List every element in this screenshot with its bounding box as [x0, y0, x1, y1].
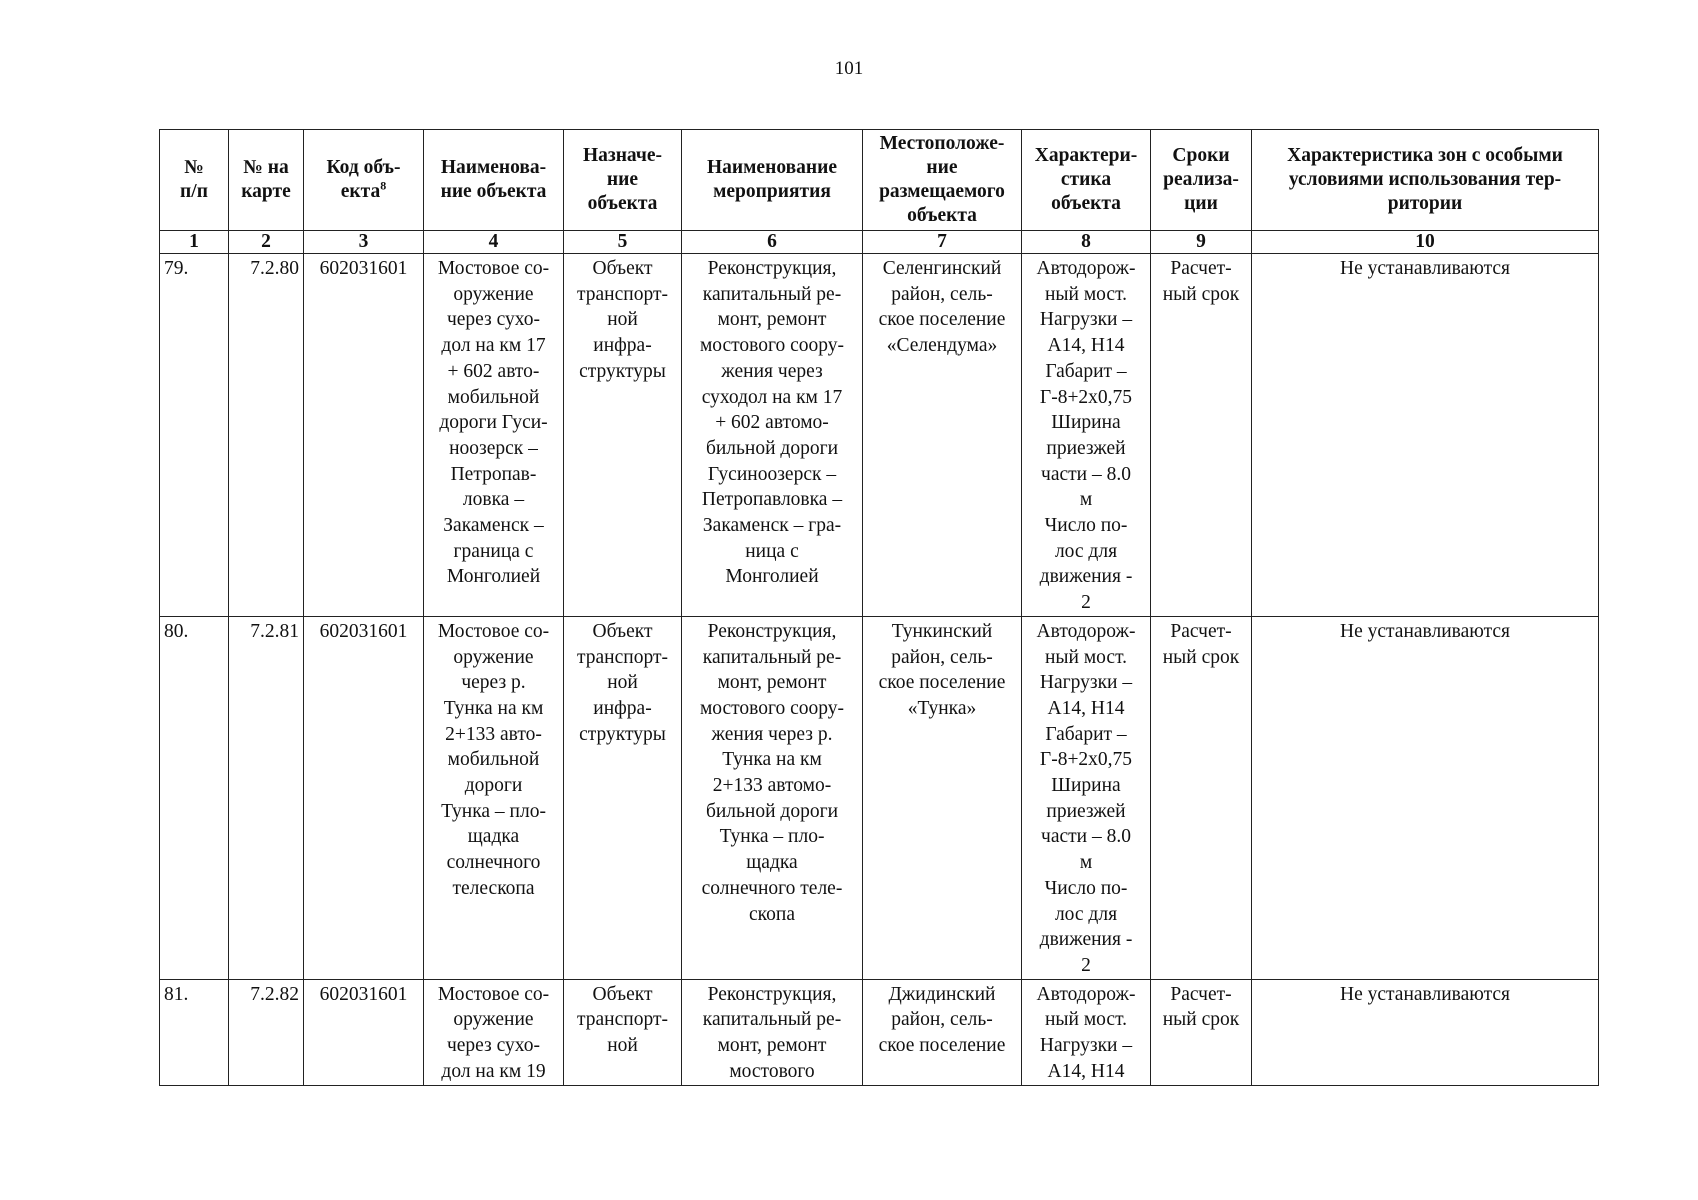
cell-row-number: 79.	[160, 254, 229, 617]
cell-zones: Не устанавливаются	[1252, 616, 1599, 979]
cell-characteristics: Автодорож- ный мост. Нагрузки – А14, Н14	[1022, 979, 1151, 1085]
header-measure-name: Наименование мероприятия	[682, 130, 863, 231]
column-number: 7	[863, 231, 1022, 254]
column-number: 9	[1151, 231, 1252, 254]
column-number: 3	[304, 231, 424, 254]
cell-map-number: 7.2.81	[229, 616, 304, 979]
cell-terms: Расчет- ный срок	[1151, 616, 1252, 979]
cell-object-code: 602031601	[304, 616, 424, 979]
header-object-name: Наименова- ние объекта	[424, 130, 564, 231]
cell-zones: Не устанавливаются	[1252, 979, 1599, 1085]
header-object-code-label: Код объ- екта	[326, 157, 401, 202]
table-row	[160, 616, 1599, 979]
cell-terms: Расчет- ный срок	[1151, 979, 1252, 1085]
cell-object-purpose: Объект транспорт- ной инфра- структуры	[564, 616, 682, 979]
header-object-code	[304, 130, 424, 231]
cell-measure-name: Реконструкция, капитальный ре- монт, ремонт мостового соору- жения через суходол на км 17 + 602 автомо- бильной дороги Гусиноозерск – Петропавловка – Закаменск – гра- ница с Монголией	[682, 254, 863, 617]
header-row	[160, 130, 1599, 231]
cell-object-name: Мостовое со- оружение через р. Тунка на км 2+133 авто- мобильной дороги Тунка – пло- щадка солнечного телескопа	[424, 616, 564, 979]
cell-location: Джидинский район, сель- ское поселение	[863, 979, 1022, 1085]
cell-object-purpose: Объект транспорт- ной	[564, 979, 682, 1085]
header-location: Местоположе- ние размещаемого объекта	[863, 130, 1022, 231]
cell-measure-name: Реконструкция, капитальный ре- монт, ремонт мостового	[682, 979, 863, 1085]
cell-row-number: 81.	[160, 979, 229, 1085]
header-characteristics: Характери- стика объекта	[1022, 130, 1151, 231]
column-number: 6	[682, 231, 863, 254]
cell-object-name: Мостовое со- оружение через сухо- дол на км 17 + 602 авто- мобильной дороги Гуси- ноозерск – Петропав- ловка – Закаменск – граница с Монголией	[424, 254, 564, 617]
cell-zones: Не устанавливаются	[1252, 254, 1599, 617]
column-number: 8	[1022, 231, 1151, 254]
column-number: 5	[564, 231, 682, 254]
table-row	[160, 979, 1599, 1085]
cell-object-code: 602031601	[304, 254, 424, 617]
column-number: 10	[1252, 231, 1599, 254]
header-zones: Характеристика зон с особыми условиями использования тер- ритории	[1252, 130, 1599, 231]
cell-object-name: Мостовое со- оружение через сухо- дол на км 19	[424, 979, 564, 1085]
column-number: 1	[160, 231, 229, 254]
cell-object-code: 602031601	[304, 979, 424, 1085]
header-footnote-mark: 8	[380, 178, 387, 193]
header-row-number: № п/п	[160, 130, 229, 231]
header-object-purpose: Назначе- ние объекта	[564, 130, 682, 231]
cell-measure-name: Реконструкция, капитальный ре- монт, ремонт мостового соору- жения через р. Тунка на км 2+133 автомо- бильной дороги Тунка – пло- щадка солнечного теле- скопа	[682, 616, 863, 979]
cell-object-purpose: Объект транспорт- ной инфра- структуры	[564, 254, 682, 617]
cell-row-number: 80.	[160, 616, 229, 979]
cell-map-number: 7.2.82	[229, 979, 304, 1085]
cell-location: Тункинский район, сель- ское поселение «Тунка»	[863, 616, 1022, 979]
cell-terms: Расчет- ный срок	[1151, 254, 1252, 617]
table-row	[160, 254, 1599, 617]
cell-characteristics: Автодорож- ный мост. Нагрузки – А14, Н14 Габарит – Г-8+2х0,75 Ширина приезжей части – 8.0 м Число по- лос для движения - 2	[1022, 616, 1151, 979]
objects-table	[159, 129, 1599, 1086]
column-number-row	[160, 231, 1599, 254]
page-number: 101	[834, 58, 864, 79]
cell-characteristics: Автодорож- ный мост. Нагрузки – А14, Н14 Габарит – Г-8+2х0,75 Ширина приезжей части – 8.0 м Число по- лос для движения - 2	[1022, 254, 1151, 617]
header-map-number: № на карте	[229, 130, 304, 231]
column-number: 2	[229, 231, 304, 254]
cell-map-number: 7.2.80	[229, 254, 304, 617]
column-number: 4	[424, 231, 564, 254]
header-terms: Сроки реализа- ции	[1151, 130, 1252, 231]
cell-location: Селенгинский район, сель- ское поселение «Селендума»	[863, 254, 1022, 617]
